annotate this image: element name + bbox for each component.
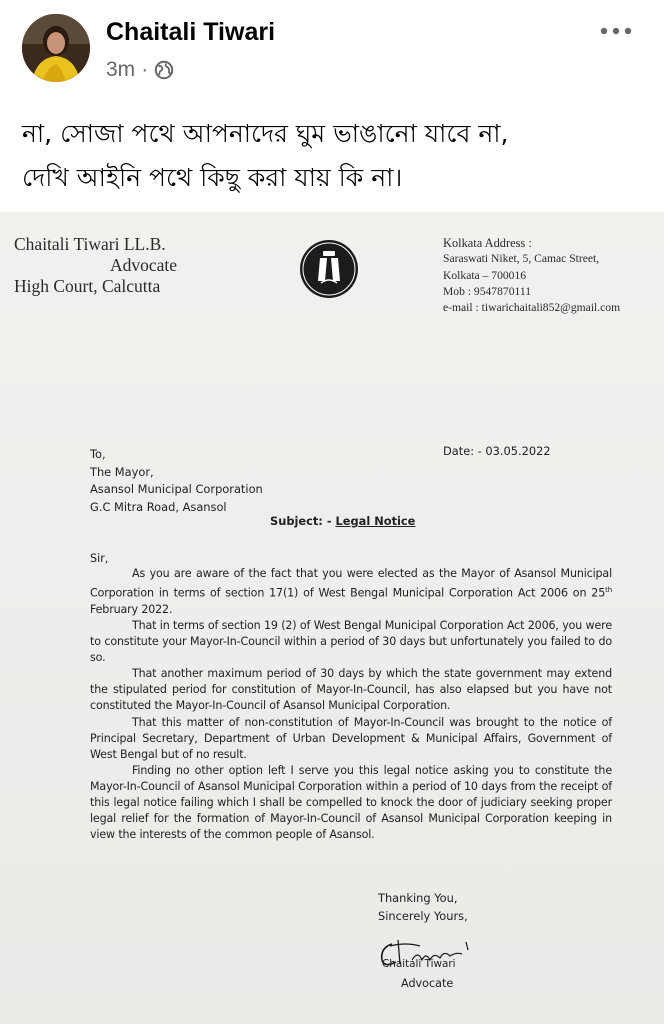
post-caption <box>22 112 652 200</box>
address-line: Saraswati Niket, 5, Camac Street, <box>443 252 600 266</box>
meta-separator: · <box>141 58 149 81</box>
post-meta <box>106 58 174 82</box>
ordinal-suffix: th <box>605 586 612 595</box>
letterhead-court: High Court, Calcutta <box>14 276 161 296</box>
avatar-image <box>22 14 90 82</box>
body-paragraph: Finding no other option left I serve you this legal notice asking you to constitute the Mayor-In-Council of Asansol Municipal Corporation within a period of 10 days from the receipt of this legal notice failing which I shall be compelled to knock the door of judiciary seeking proper legal relief for the formation of Mayor-In-Council of Asansol Municipal Corporation keeping in view the interests of the common people of Asansol. <box>90 763 612 842</box>
recipient-line: G.C Mitra Road, Asansol <box>90 499 227 514</box>
recipient-block <box>90 446 263 516</box>
address-heading: Kolkata Address : <box>443 236 532 250</box>
signatory-title: Advocate <box>401 977 454 990</box>
letter-date: Date: - 03.05.2022 <box>443 444 551 458</box>
letter-subject <box>270 514 415 528</box>
more-options-icon[interactable] <box>596 16 636 46</box>
address-city: Kolkata – 700016 <box>443 268 527 282</box>
author-name[interactable]: Chaitali Tiwari <box>106 18 276 46</box>
recipient-line: The Mayor, <box>90 464 154 479</box>
closing-line: Thanking You, <box>378 891 458 905</box>
post-timestamp[interactable]: 3m <box>106 58 136 81</box>
closing-block <box>378 890 468 925</box>
recipient-line: Asansol Municipal Corporation <box>90 482 263 496</box>
avatar[interactable] <box>22 14 90 82</box>
body-paragraph: That this matter of non-constitution of Mayor-In-Council was brought to the notice of Principal Secretary, Department of Urban Development & Municipal Affairs, Government of West Bengal but of no result. <box>90 715 612 761</box>
body-paragraph: That another maximum period of 30 days by which the state government may extend the stipulated period for constitution of Mayor-In-Council, has also elapsed but you have not constituted the Mayor-In-Council of Asansol Municipal Corporation. <box>90 667 612 713</box>
recipient-line: To, <box>90 447 106 461</box>
closing-line: Sincerely Yours, <box>378 908 468 923</box>
subject-value: Legal Notice <box>335 514 416 528</box>
globe-icon[interactable] <box>154 60 174 80</box>
letterhead-name-block <box>14 234 177 297</box>
body-paragraph: That in terms of section 19 (2) of West Bengal Municipal Corporation Act 2006, you were to constitute your Mayor-In-Council within a period of 30 days but unfortunately you failed to do so. <box>90 618 612 665</box>
letter-photo[interactable] <box>0 212 664 1024</box>
advocate-emblem-icon <box>299 239 359 299</box>
address-email: e-mail : tiwarichaitali852@gmail.com <box>443 301 621 315</box>
caption-line: না, সোজা পথে আপনাদের ঘুম ভাঙানো যাবে না, <box>22 119 509 148</box>
letterhead-name: Chaitali Tiwari LL.B. <box>14 234 166 254</box>
signatory-name: Chaitali Tiwari <box>382 958 456 970</box>
letterhead-address-block <box>443 235 620 316</box>
subject-label: Subject: - <box>270 514 332 528</box>
post-header <box>0 0 664 100</box>
body-paragraph: As you are aware of the fact that you were elected as the Mayor of Asansol Municipal Corporation in terms of section 17(1) of West Bengal Municipal Corporation Act 2006 on 25th February 2022. <box>90 567 612 616</box>
letterhead-title: Advocate <box>110 255 178 275</box>
salutation: Sir, <box>90 552 109 565</box>
address-mobile: Mob : 9547870111 <box>443 284 532 298</box>
letter-body <box>90 566 612 843</box>
caption-line: দেখি আইনি পথে কিছু করা যায় কি না। <box>22 163 403 192</box>
